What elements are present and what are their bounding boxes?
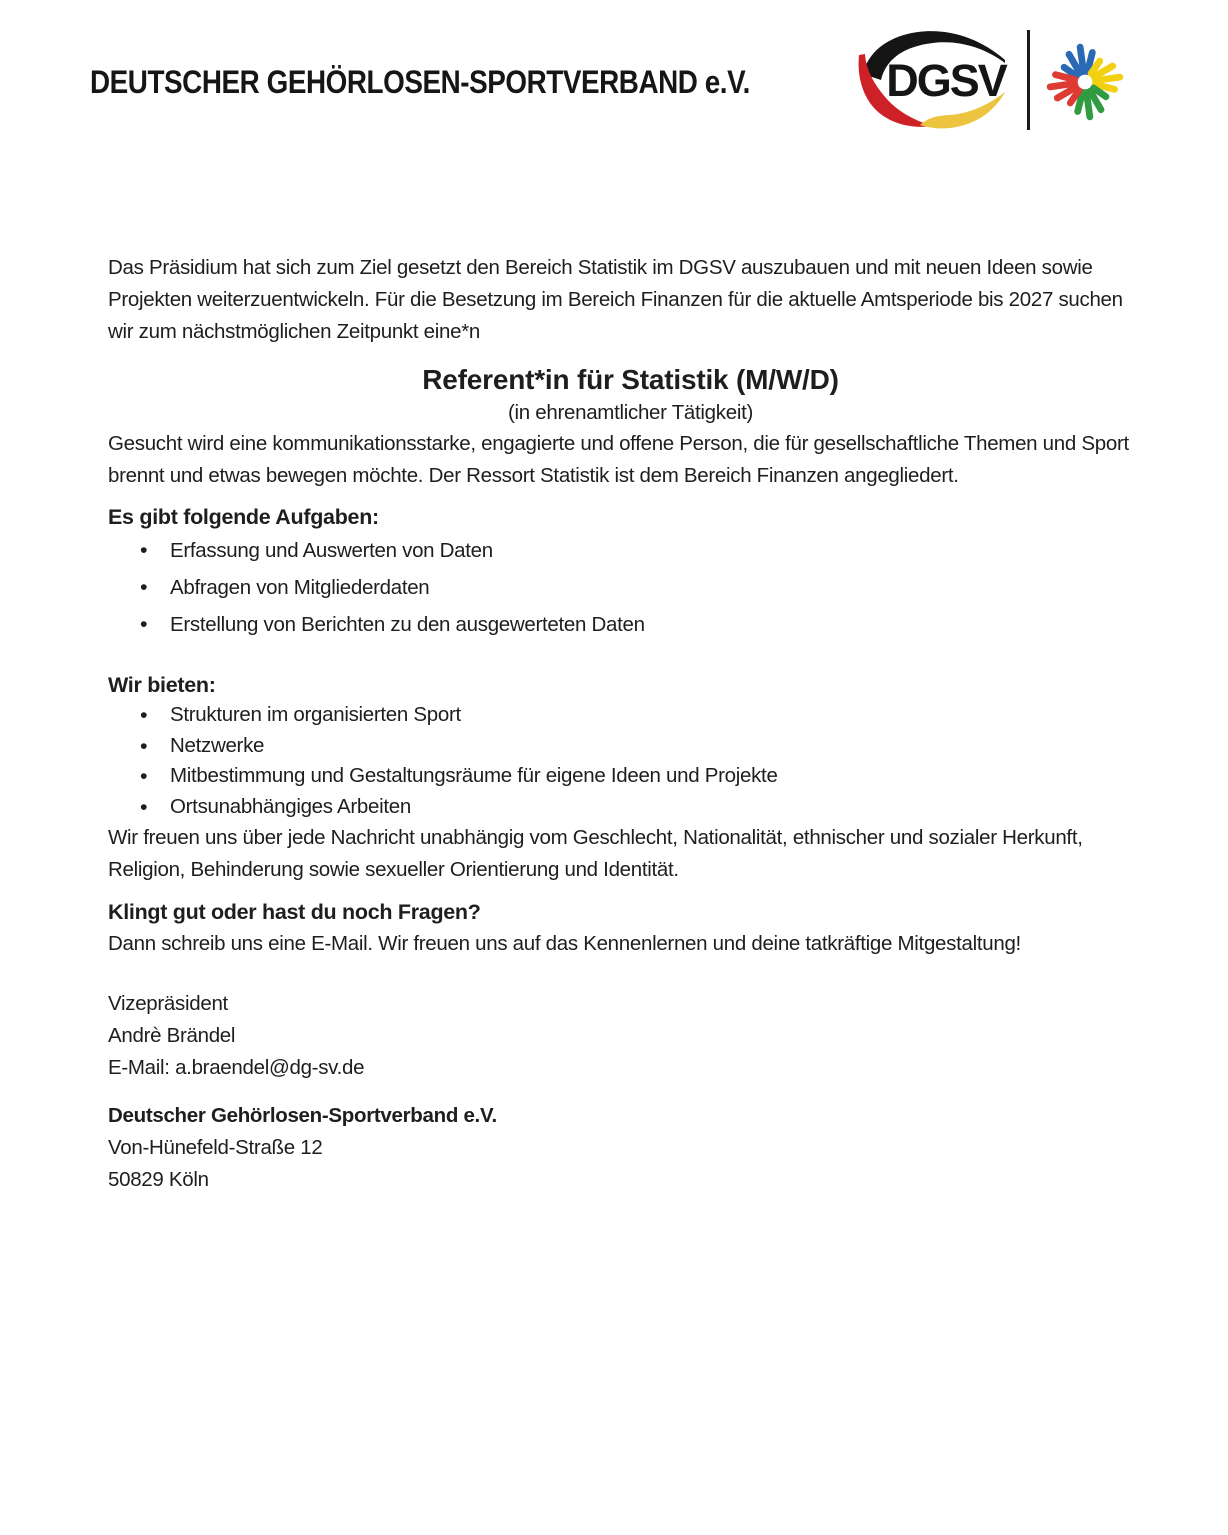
dgsv-logo bbox=[858, 30, 1008, 130]
deaflympics-pinwheel-icon bbox=[1045, 42, 1125, 122]
dgsv-logo-text: DGSV bbox=[886, 55, 1006, 106]
pinwheel-green-hand bbox=[1078, 88, 1106, 117]
task-item: • Erstellung von Berichten zu den ausgewerteten Daten bbox=[108, 606, 1153, 643]
logo-divider bbox=[1027, 30, 1030, 130]
tasks-heading: Es gibt folgende Aufgaben: bbox=[108, 505, 379, 529]
diversity-paragraph: Wir freuen uns über jede Nachricht unabhängig vom Geschlecht, Nationalität, ethnischer und sozialer Herkunft, Religion, Behinderung sowie sexueller Orientierung und Identität. bbox=[108, 826, 1083, 881]
document-body bbox=[108, 252, 1153, 1196]
cta-text: Dann schreib uns eine E-Mail. Wir freuen uns auf das Kennenlernen und deine tatkräftige Mitgestaltung! bbox=[108, 932, 1021, 955]
offer-heading: Wir bieten: bbox=[108, 673, 216, 697]
intro-paragraph: Das Präsidium hat sich zum Ziel gesetzt den Bereich Statistik im DGSV auszubauen und mit neuen Ideen sowie Projekten weiterzuentwickeln. Für die Besetzung im Bereich Finanzen für die aktuelle Amtsperiode bis 2027 suchen wir zum nächstmöglichen Zeitpunkt eine*n bbox=[108, 256, 1123, 343]
pinwheel-center bbox=[1078, 75, 1092, 89]
address-org: Deutscher Gehörlosen-Sportverband e.V. bbox=[108, 1104, 497, 1127]
contact-email: E-Mail: a.braendel@dg-sv.de bbox=[108, 1056, 365, 1079]
address-street: Von-Hünefeld-Straße 12 bbox=[108, 1136, 323, 1159]
address-city: 50829 Köln bbox=[108, 1168, 209, 1191]
organization-name: DEUTSCHER GEHÖRLOSEN-SPORTVERBAND e.V. bbox=[90, 64, 750, 100]
pinwheel-yellow-hand bbox=[1091, 61, 1120, 89]
position-subtitle: (in ehrenamtlicher Tätigkeit) bbox=[508, 401, 753, 424]
contact-name: Andrè Brändel bbox=[108, 1024, 236, 1047]
offer-item: • Mitbestimmung und Gestaltungsräume für eigene Ideen und Projekte bbox=[108, 761, 1153, 792]
task-item: • Erfassung und Auswerten von Daten bbox=[108, 532, 1153, 569]
pinwheel-blue-hand bbox=[1064, 47, 1092, 76]
position-title: Referent*in für Statistik (M/W/D) bbox=[422, 364, 839, 395]
address-block bbox=[108, 1100, 1153, 1196]
offer-list bbox=[108, 700, 1153, 822]
task-item: • Abfragen von Mitgliederdaten bbox=[108, 569, 1153, 606]
tasks-list bbox=[108, 532, 1153, 643]
pinwheel-red-hand bbox=[1050, 75, 1079, 103]
contact-block bbox=[108, 988, 1153, 1084]
cta-heading: Klingt gut oder hast du noch Fragen? bbox=[108, 900, 481, 924]
offer-item: • Ortsunabhängiges Arbeiten bbox=[108, 792, 1153, 823]
contact-role: Vizepräsident bbox=[108, 992, 228, 1015]
offer-item: • Netzwerke bbox=[108, 731, 1153, 762]
description-paragraph: Gesucht wird eine kommunikationsstarke, engagierte und offene Person, die für gesellschaftliche Themen und Sport brennt und etwas bewegen möchte. Der Ressort Statistik ist dem Bereich Finanzen angegliedert. bbox=[108, 432, 1129, 487]
offer-item: • Strukturen im organisierten Sport bbox=[108, 700, 1153, 731]
